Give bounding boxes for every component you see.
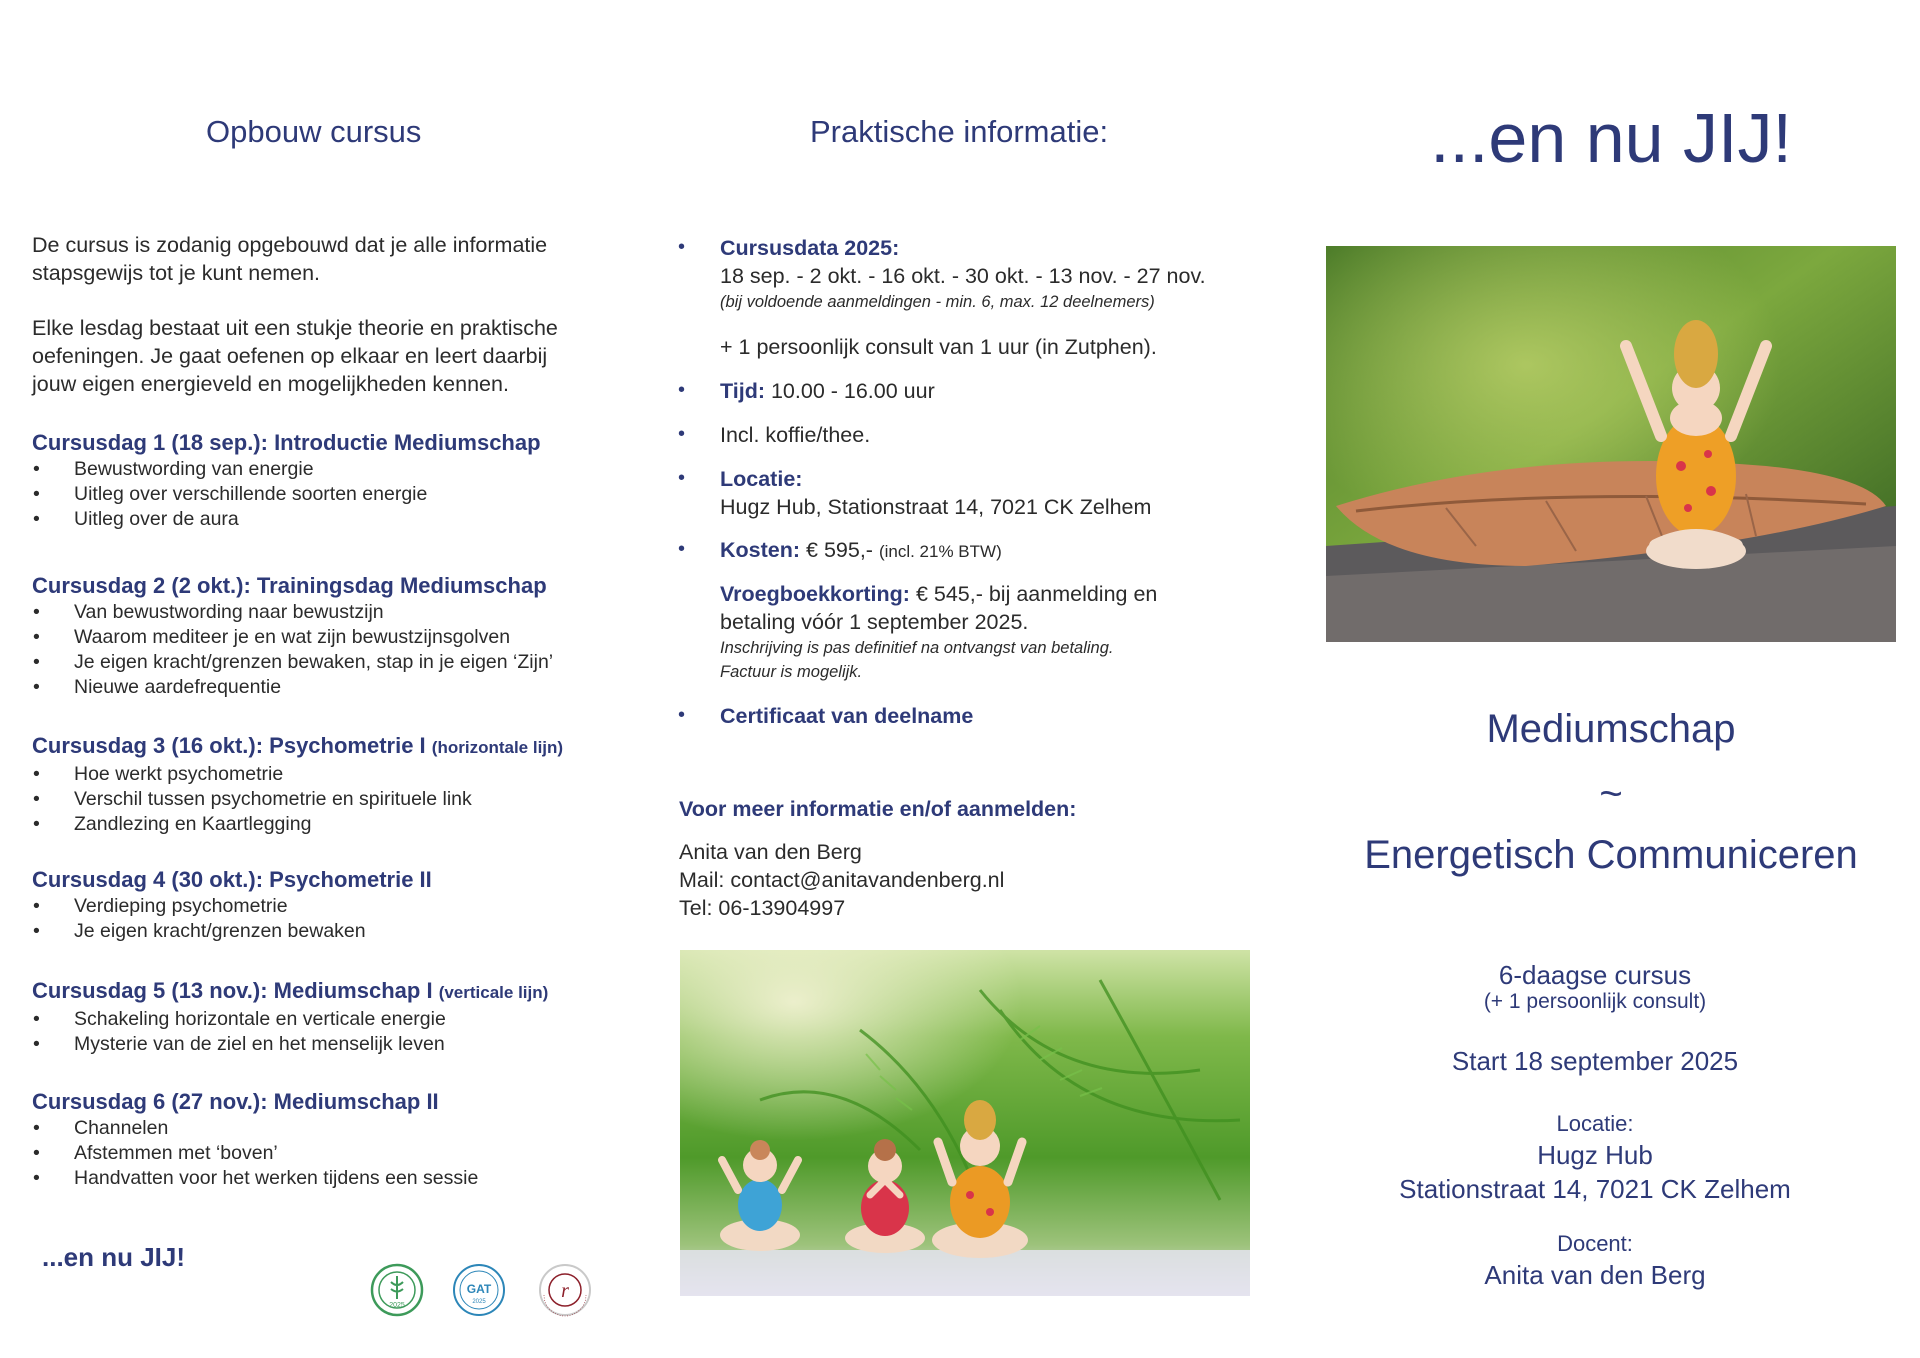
list-item: • Verschil tussen psychometrie en spirituele link [32,787,632,812]
teacher-name: Anita van den Berg [1484,1260,1706,1290]
list-item: • Hoe werkt psychometrie [32,762,632,787]
course-name-tilde: ~ [1599,772,1623,816]
course-day-4 [32,866,632,944]
course-name-line-1: Mediumschap [1486,707,1736,751]
course-start-date: Start 18 september 2025 [1451,1046,1739,1076]
list-item: • Je eigen kracht/grenzen bewaken [32,919,632,944]
photo-figurine-leaf [1326,246,1896,642]
info-time: Tijd: 10.00 - 16.00 uur [720,379,935,403]
list-item: • Verdieping psychometrie [32,894,632,919]
intro-line: jouw eigen energieveld en mogelijkheden kennen. [32,372,509,396]
contact-heading: Voor meer informatie en/of aanmelden: [679,797,1077,821]
location-address: Stationstraat 14, 7021 CK Zelhem [1399,1174,1791,1204]
course-duration-note: (+ 1 persoonlijk consult) [1483,990,1707,1013]
list-item: • Waarom mediteer je en wat zijn bewustzijnsgolven [32,625,632,650]
bullet-icon: • [678,236,686,258]
course-day-2 [32,572,632,700]
bullet-icon: • [678,538,686,560]
list-item: • Mysterie van de ziel en het menselijk leven [32,1032,632,1057]
info-early-booking: Vroegboekkorting: € 545,- bij aanmelding en betaling vóór 1 september 2025. Inschrijving is pas definitief na ontvangst van betaling. Factuur is mogelijk. [720,582,1158,681]
svg-text:r: r [561,1280,569,1302]
svg-text:2025: 2025 [389,1302,405,1309]
list-item: • Handvatten voor het werken tijdens een sessie [32,1166,632,1191]
course-duration: 6-daagse cursus [1498,960,1692,990]
location-label: Locatie: [1556,1111,1634,1136]
intro-paragraph-1 [32,231,622,287]
info-location: Locatie: Hugz Hub, Stationstraat 14, 7021 CK Zelhem [720,467,1152,519]
course-day-1 [32,429,632,532]
list-item: • Je eigen kracht/grenzen bewaken, stap in je eigen ‘Zijn’ [32,650,632,675]
list-item: • Zandlezing en Kaartlegging [32,812,632,837]
course-day-title: Cursusdag 6 (27 nov.): Mediumschap II [32,1089,439,1114]
photo-figurines-ferns [680,950,1250,1296]
course-day-3 [32,732,632,837]
intro-line: De cursus is zodanig opgebouwd dat je alle informatie [32,233,548,257]
course-day-title: Cursusdag 2 (2 okt.): Trainingsdag Mediumschap [32,573,547,598]
teacher-label: Docent: [1557,1231,1633,1256]
course-day-title: Cursusdag 5 (13 nov.): Mediumschap I (verticale lijn) [32,978,549,1003]
course-name-line-2: Energetisch Communiceren [1364,833,1858,877]
course-day-5 [32,977,632,1057]
bullet-icon: • [678,423,686,445]
course-day-title: Cursusdag 1 (18 sep.): Introductie Mediumschap [32,430,541,455]
hero-title: ...en nu JIJ! [1430,99,1792,177]
bullet-icon: • [678,379,686,401]
intro-line: Elke lesdag bestaat uit een stukje theorie en praktische [32,316,558,340]
list-item: • Channelen [32,1116,632,1141]
course-day-title: Cursusdag 4 (30 okt.): Psychometrie II [32,867,432,892]
section-heading-practical-info: Praktische informatie: [810,114,1109,149]
course-day-title: Cursusdag 3 (16 okt.): Psychometrie I (horizontale lijn) [32,733,564,758]
list-item: • Schakeling horizontale en verticale energie [32,1007,632,1032]
crkbo-badge-icon [538,1263,592,1317]
list-item: • Nieuwe aardefrequentie [32,675,632,700]
closing-tagline: ...en nu JIJ! [42,1242,186,1272]
info-course-dates: Cursusdata 2025: 18 sep. - 2 okt. - 16 okt. - 30 okt. - 13 nov. - 27 nov. (bij voldoende aanmeldingen - min. 6, max. 12 deelnemers) [720,236,1206,311]
contact-mail[interactable]: Mail: contact@anitavandenberg.nl [679,868,1005,892]
info-coffee: Incl. koffie/thee. [720,423,871,447]
contact-block [679,838,1004,922]
info-certificate: Certificaat van deelname [720,704,974,728]
section-heading-course-structure: Opbouw cursus [206,114,422,149]
svg-text:2025: 2025 [472,1299,486,1305]
intro-line: oefeningen. Je gaat oefenen op elkaar en leert daarbij [32,344,548,368]
intro-line: stapsgewijs tot je kunt nemen. [32,261,321,285]
location-name: Hugz Hub [1537,1140,1653,1170]
info-costs: Kosten: € 595,- (incl. 21% BTW) [720,538,1002,562]
list-item: • Uitleg over verschillende soorten energie [32,482,632,507]
list-item: • Uitleg over de aura [32,507,632,532]
vbag-badge-icon [370,1263,424,1317]
bullet-icon: • [678,704,686,726]
contact-phone[interactable]: Tel: 06-13904997 [679,896,846,920]
bullet-icon: • [678,467,686,489]
course-day-6 [32,1088,632,1191]
info-consult: + 1 persoonlijk consult van 1 uur (in Zutphen). [720,335,1157,359]
list-item: • Van bewustwording naar bewustzijn [32,600,632,625]
gat-badge-icon [452,1263,506,1317]
list-item: • Afstemmen met ‘boven’ [32,1141,632,1166]
list-item: • Bewustwording van energie [32,457,632,482]
intro-paragraph-2 [32,314,622,398]
svg-text:GAT: GAT [466,1282,492,1296]
contact-name: Anita van den Berg [679,840,862,864]
